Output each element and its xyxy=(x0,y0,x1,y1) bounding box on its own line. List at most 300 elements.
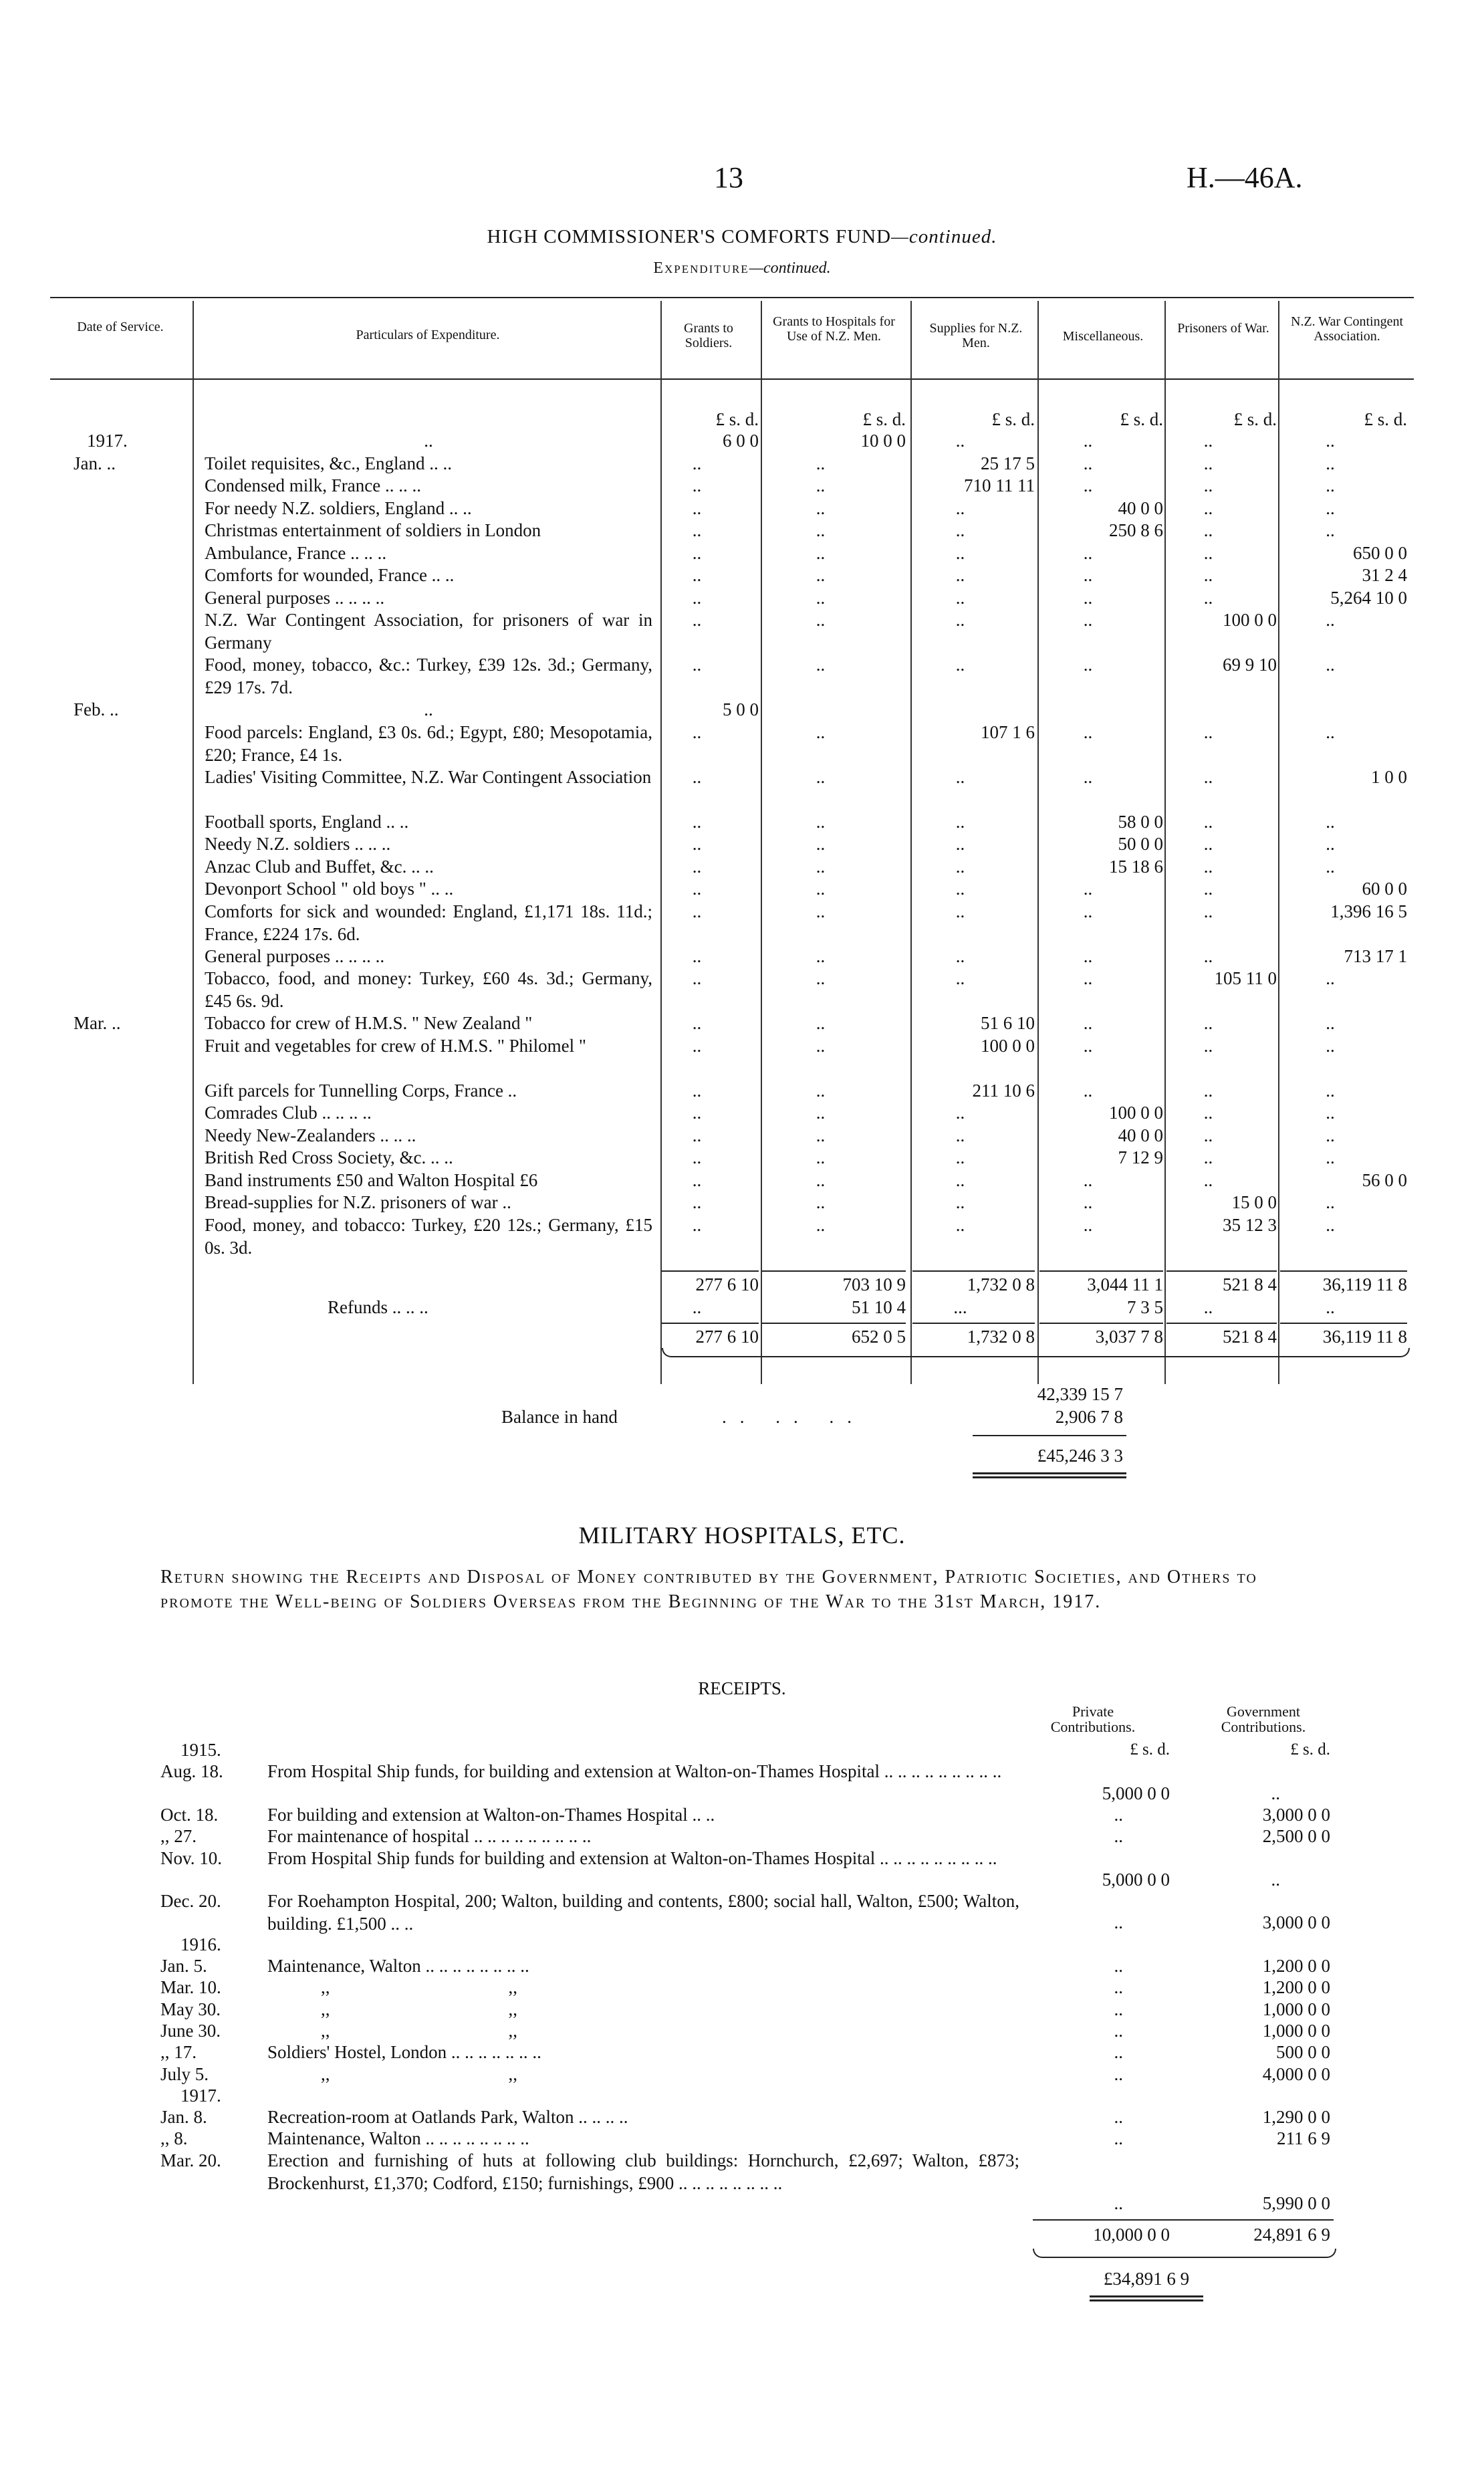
col-header-misc: Miscellaneous. xyxy=(1062,329,1144,344)
sum-bracket xyxy=(662,1348,1410,1357)
row-value: .. xyxy=(1326,1035,1335,1056)
row-value: .. xyxy=(692,565,702,585)
row-value: .. xyxy=(955,834,965,854)
row-value: 15 0 0 xyxy=(1231,1192,1277,1212)
row-value: 710 11 11 xyxy=(964,475,1035,495)
row-value: .. xyxy=(1326,834,1335,854)
total-value: 1,732 0 8 xyxy=(967,1274,1035,1294)
row-value: 7 12 9 xyxy=(1118,1147,1163,1167)
row-value: .. xyxy=(692,1125,702,1145)
private-amount: .. xyxy=(1114,2063,1123,2084)
col-header-private: Private Contributions. xyxy=(1050,1703,1136,1735)
row-particulars: Condensed milk, France .. .. .. xyxy=(205,475,421,495)
column-rule xyxy=(910,301,912,1384)
column-rule xyxy=(1037,301,1039,1384)
final-total: £45,246 3 3 xyxy=(1037,1446,1123,1466)
receipt-year: 1917. xyxy=(180,2085,221,2106)
government-amount: 2,500 0 0 xyxy=(1262,1826,1330,1847)
year-label: 1917. xyxy=(87,431,128,451)
row-particulars: Food, money, and tobacco: Turkey, £20 12s.; Germany, £15 0s. 3d. xyxy=(205,1214,652,1258)
receipt-date: May 30. xyxy=(160,1999,221,2019)
net-rule xyxy=(1166,1323,1277,1324)
row-value: .. xyxy=(1203,945,1213,966)
row-value: .. xyxy=(816,721,826,742)
row-value: 40 0 0 xyxy=(1118,1125,1163,1145)
row-value: .. xyxy=(816,879,826,899)
row-value: .. xyxy=(1326,968,1335,988)
receipt-date: Aug. 18. xyxy=(160,1761,223,1782)
row-value: .. xyxy=(692,721,702,742)
row-value: .. xyxy=(955,542,965,563)
private-amount: .. xyxy=(1114,1826,1123,1847)
row-value: .. xyxy=(816,475,826,495)
header-bottom-rule xyxy=(50,378,1414,380)
row-value: .. xyxy=(692,520,702,540)
row-particulars: Food, money, tobacco, &c.: Turkey, £39 12s. 3d.; Germany, £29 17s. 7d. xyxy=(205,655,652,697)
col-header-supplies: Supplies for N.Z. Men. xyxy=(929,321,1023,350)
row-value: .. xyxy=(1203,431,1213,451)
government-amount: 4,000 0 0 xyxy=(1262,2063,1330,2084)
row-value: .. xyxy=(955,431,965,451)
receipts-heading: RECEIPTS. xyxy=(698,1678,786,1698)
total-rule xyxy=(762,1270,906,1272)
row-value: .. xyxy=(1083,1035,1093,1056)
col-header-date: Date of Service. xyxy=(77,320,164,334)
row-value: .. xyxy=(816,1035,826,1056)
refund-value: 7 3 5 xyxy=(1127,1297,1163,1317)
col-header-particulars: Particulars of Expenditure. xyxy=(356,328,500,342)
row-value: .. xyxy=(955,1147,965,1167)
lsd-header: £ s. d. xyxy=(1364,409,1407,429)
lsd-header-private: £ s. d. xyxy=(1130,1740,1170,1759)
row-value: 58 0 0 xyxy=(1118,811,1163,832)
col-header-grants-soldiers: Grants to Soldiers. xyxy=(684,321,733,350)
double-rule xyxy=(1090,2299,1203,2301)
page-title xyxy=(0,226,1484,248)
total-rule xyxy=(912,1270,1035,1272)
total-private: 10,000 0 0 xyxy=(1093,2224,1170,2245)
receipt-description: ,, ,, xyxy=(321,1977,517,1998)
total-rule xyxy=(1039,1270,1163,1272)
government-amount: 1,000 0 0 xyxy=(1262,2020,1330,2041)
row-value: .. xyxy=(1083,1169,1093,1190)
row-value: .. xyxy=(1203,520,1213,540)
private-amount: .. xyxy=(1114,1999,1123,2019)
row-value: .. xyxy=(955,587,965,608)
total-rule xyxy=(662,1270,759,1272)
receipt-description: ,, ,, xyxy=(321,2020,517,2041)
row-value: .. xyxy=(692,1080,702,1101)
receipts-total-rule xyxy=(1033,2219,1334,2221)
row-value: .. xyxy=(955,901,965,921)
row-value: .. xyxy=(955,811,965,832)
private-amount: 5,000 0 0 xyxy=(1102,1869,1170,1890)
row-value: .. xyxy=(692,1013,702,1033)
government-amount: 1,200 0 0 xyxy=(1262,1977,1330,1998)
government-amount: 1,000 0 0 xyxy=(1262,1999,1330,2019)
row-value: .. xyxy=(692,587,702,608)
row-value: .. xyxy=(1203,834,1213,854)
row-value: .. xyxy=(692,968,702,988)
net-rule xyxy=(662,1323,759,1324)
lsd-header: £ s. d. xyxy=(1120,409,1163,429)
row-value: .. xyxy=(1083,945,1093,966)
receipt-date: Jan. 8. xyxy=(160,2107,207,2128)
government-amount: .. xyxy=(1271,1783,1280,1803)
government-amount: 1,200 0 0 xyxy=(1262,1956,1330,1976)
row-value: 5 0 0 xyxy=(723,699,759,719)
row-value: .. xyxy=(692,766,702,787)
row-value: .. xyxy=(692,610,702,630)
row-value: 250 8 6 xyxy=(1109,520,1163,540)
row-particulars: .. xyxy=(424,431,433,451)
row-particulars: General purposes .. .. .. .. xyxy=(205,945,385,966)
private-amount: .. xyxy=(1114,1977,1123,1998)
total-value: 277 6 10 xyxy=(695,1274,759,1294)
row-value: .. xyxy=(1326,497,1335,518)
row-value: .. xyxy=(1083,431,1093,451)
row-value: .. xyxy=(692,901,702,921)
row-particulars: .. xyxy=(424,699,433,719)
row-value: .. xyxy=(816,587,826,608)
receipt-description: ,, ,, xyxy=(321,2063,517,2084)
private-amount: .. xyxy=(1114,1804,1123,1825)
row-value: .. xyxy=(955,1169,965,1190)
total-value: 521 8 4 xyxy=(1223,1274,1277,1294)
receipt-description: Soldiers' Hostel, London .. .. .. .. .. .. .. xyxy=(267,2042,541,2063)
total-value: 703 10 9 xyxy=(842,1274,906,1294)
row-value: .. xyxy=(1326,1013,1335,1033)
row-particulars: Band instruments £50 and Walton Hospital £6 xyxy=(205,1169,538,1190)
row-value: .. xyxy=(1203,1169,1213,1190)
double-rule xyxy=(973,1476,1126,1478)
row-value: .. xyxy=(1083,721,1093,742)
row-value: .. xyxy=(1203,811,1213,832)
receipt-date: Nov. 10. xyxy=(160,1847,222,1868)
row-value: .. xyxy=(1326,1214,1335,1235)
receipt-date: July 5. xyxy=(160,2063,209,2084)
receipt-date: Mar. 10. xyxy=(160,1977,221,1998)
row-value: 100 0 0 xyxy=(1223,610,1277,630)
row-value: .. xyxy=(955,856,965,877)
row-value: .. xyxy=(1326,1192,1335,1212)
total-rule xyxy=(1280,1270,1407,1272)
subtitle-main: Expenditure xyxy=(653,259,749,277)
receipt-year: 1916. xyxy=(180,1934,221,1954)
row-value: .. xyxy=(1326,475,1335,495)
row-value: .. xyxy=(1203,879,1213,899)
receipt-description: For building and extension at Walton-on-Thames Hospital .. .. xyxy=(267,1804,715,1825)
row-particulars: Devonport School " old boys " .. .. xyxy=(205,879,454,899)
receipt-date: ,, 8. xyxy=(160,2128,188,2149)
receipts-grand-total: £34,891 6 9 xyxy=(1103,2268,1190,2289)
government-amount: 5,990 0 0 xyxy=(1262,2193,1330,2214)
net-rule xyxy=(1280,1323,1407,1324)
row-value: .. xyxy=(955,968,965,988)
receipt-description: From Hospital Ship funds, for building and extension at Walton-on-Thames Hospital .. .. .. .. .. .. .. .. .. xyxy=(267,1761,1002,1782)
row-value: .. xyxy=(692,945,702,966)
row-particulars: Gift parcels for Tunnelling Corps, France .. xyxy=(205,1080,517,1101)
refund-value: .. xyxy=(1326,1297,1335,1317)
row-value: 51 6 10 xyxy=(981,1013,1035,1033)
row-value: .. xyxy=(955,1125,965,1145)
row-value: .. xyxy=(816,453,826,473)
row-value: .. xyxy=(1203,1013,1213,1033)
row-value: .. xyxy=(1083,610,1093,630)
row-value: .. xyxy=(816,1169,826,1190)
government-amount: 3,000 0 0 xyxy=(1262,1912,1330,1933)
row-particulars: Needy N.Z. soldiers .. .. .. xyxy=(205,834,391,854)
title-main: HIGH COMMISSIONER'S COMFORTS FUND xyxy=(487,226,892,247)
row-value: 650 0 0 xyxy=(1353,542,1407,563)
row-value: 40 0 0 xyxy=(1118,497,1163,518)
row-value: .. xyxy=(1203,856,1213,877)
row-particulars: Christmas entertainment of soldiers in London xyxy=(205,520,541,540)
receipt-description: For maintenance of hospital .. .. .. .. .. .. .. .. .. xyxy=(267,1826,592,1847)
net-value: 652 0 5 xyxy=(852,1327,906,1347)
row-value: .. xyxy=(816,766,826,787)
row-value: 1,396 16 5 xyxy=(1330,901,1407,921)
net-rule xyxy=(1039,1323,1163,1324)
column-rule xyxy=(1164,301,1166,1384)
receipt-date: Jan. 5. xyxy=(160,1956,207,1976)
row-value: .. xyxy=(1203,542,1213,563)
row-date: Mar. .. xyxy=(74,1013,121,1033)
receipt-date: ,, 17. xyxy=(160,2042,197,2063)
row-particulars: Toilet requisites, &c., England .. .. xyxy=(205,453,453,473)
row-value: 211 10 6 xyxy=(972,1080,1035,1101)
row-value: .. xyxy=(955,945,965,966)
refund-value: ... xyxy=(953,1297,967,1317)
lsd-header: £ s. d. xyxy=(1233,409,1277,429)
double-rule xyxy=(973,1472,1126,1474)
refund-value: 51 10 4 xyxy=(852,1297,906,1317)
row-value: .. xyxy=(692,879,702,899)
row-value: .. xyxy=(816,1192,826,1212)
row-value: .. xyxy=(1083,1192,1093,1212)
net-value: 277 6 10 xyxy=(695,1327,759,1347)
row-value: .. xyxy=(1083,968,1093,988)
row-value: .. xyxy=(816,655,826,675)
row-value: .. xyxy=(1326,1147,1335,1167)
title-suffix: —continued. xyxy=(891,226,997,247)
col-header-contingent: N.Z. War Contingent Association. xyxy=(1291,314,1403,344)
row-particulars: Ambulance, France .. .. .. xyxy=(205,542,387,563)
col-header-prisoners: Prisoners of War. xyxy=(1177,321,1269,336)
row-particulars: N.Z. War Contingent Association, for prisoners of war in Germany xyxy=(205,610,652,653)
row-value: 6 0 0 xyxy=(723,431,759,451)
row-value: .. xyxy=(1083,655,1093,675)
final-rule xyxy=(973,1435,1126,1436)
row-value: .. xyxy=(816,542,826,563)
row-value: .. xyxy=(816,520,826,540)
row-value: .. xyxy=(1326,1125,1335,1145)
row-value: 100 0 0 xyxy=(981,1035,1035,1056)
row-value: .. xyxy=(816,1013,826,1033)
row-value: 100 0 0 xyxy=(1109,1103,1163,1123)
row-value: .. xyxy=(816,497,826,518)
balance-value: 2,906 7 8 xyxy=(1055,1407,1123,1427)
row-particulars: British Red Cross Society, &c. .. .. xyxy=(205,1147,453,1167)
row-value: .. xyxy=(1203,1103,1213,1123)
row-particulars: Bread-supplies for N.Z. prisoners of war .. xyxy=(205,1192,511,1212)
row-value: .. xyxy=(692,856,702,877)
row-value: .. xyxy=(1203,1035,1213,1056)
private-amount: .. xyxy=(1114,2107,1123,2128)
government-amount: 500 0 0 xyxy=(1276,2042,1330,2063)
government-amount: 3,000 0 0 xyxy=(1262,1804,1330,1825)
total-value: 36,119 11 8 xyxy=(1322,1274,1407,1294)
row-value: .. xyxy=(816,945,826,966)
row-value: .. xyxy=(1203,565,1213,585)
row-value: 31 2 4 xyxy=(1362,565,1407,585)
row-value: .. xyxy=(816,565,826,585)
row-value: .. xyxy=(692,542,702,563)
row-value: .. xyxy=(1083,1013,1093,1033)
row-value: .. xyxy=(816,968,826,988)
row-value: .. xyxy=(816,1103,826,1123)
row-value: 713 17 1 xyxy=(1344,945,1407,966)
row-value: 5,264 10 0 xyxy=(1330,587,1407,608)
lsd-header: £ s. d. xyxy=(862,409,906,429)
net-value: 3,037 7 8 xyxy=(1095,1327,1163,1347)
row-value: .. xyxy=(1083,901,1093,921)
column-rule xyxy=(1278,301,1279,1384)
row-particulars: Tobacco for crew of H.M.S. " New Zealand " xyxy=(205,1013,533,1033)
row-value: .. xyxy=(1326,610,1335,630)
row-value: .. xyxy=(1083,1214,1093,1235)
lsd-header-government: £ s. d. xyxy=(1290,1740,1330,1759)
private-amount: .. xyxy=(1114,2020,1123,2041)
row-value: .. xyxy=(955,610,965,630)
row-value: .. xyxy=(1203,1147,1213,1167)
refunds-label: Refunds .. .. .. xyxy=(328,1297,428,1317)
row-value: .. xyxy=(816,856,826,877)
row-particulars: Comforts for sick and wounded: England, £1,171 18s. 11d.; France, £224 17s. 6d. xyxy=(205,901,652,944)
row-particulars: Comforts for wounded, France .. .. xyxy=(205,565,455,585)
private-amount: .. xyxy=(1114,2128,1123,2149)
row-date: Jan. .. xyxy=(74,453,116,473)
page-subtitle xyxy=(0,259,1484,277)
row-value: .. xyxy=(1326,811,1335,832)
net-value: 1,732 0 8 xyxy=(967,1327,1035,1347)
row-value: .. xyxy=(692,475,702,495)
row-particulars: General purposes .. .. .. .. xyxy=(205,587,385,608)
page-number: 13 xyxy=(714,161,743,194)
receipt-date: Dec. 20. xyxy=(160,1891,221,1912)
row-value: 1 0 0 xyxy=(1371,766,1407,787)
row-value: .. xyxy=(955,655,965,675)
total-rule xyxy=(1166,1270,1277,1272)
row-value: .. xyxy=(1326,453,1335,473)
row-value: 50 0 0 xyxy=(1118,834,1163,854)
row-particulars: Comrades Club .. .. .. .. xyxy=(205,1103,372,1123)
row-value: .. xyxy=(816,834,826,854)
row-value: .. xyxy=(816,1125,826,1145)
row-particulars: Ladies' Visiting Committee, N.Z. War Contingent Association xyxy=(205,766,652,787)
row-value: .. xyxy=(692,453,702,473)
row-value: 60 0 0 xyxy=(1362,879,1407,899)
row-value: .. xyxy=(1203,453,1213,473)
row-value: .. xyxy=(1203,1125,1213,1145)
row-value: 10 0 0 xyxy=(860,431,906,451)
receipt-description: ,, ,, xyxy=(321,1999,517,2019)
row-value: 56 0 0 xyxy=(1362,1169,1407,1190)
row-value: .. xyxy=(816,901,826,921)
total-value: 3,044 11 1 xyxy=(1087,1274,1163,1294)
receipt-date: ,, 27. xyxy=(160,1826,197,1847)
refund-value: .. xyxy=(1203,1297,1213,1317)
row-value: .. xyxy=(692,811,702,832)
col-header-grants-hospitals: Grants to Hospitals for Use of N.Z. Men. xyxy=(773,314,895,344)
private-amount: .. xyxy=(1114,1912,1123,1933)
row-value: .. xyxy=(692,834,702,854)
row-value: .. xyxy=(692,1147,702,1167)
net-value: 36,119 11 8 xyxy=(1322,1327,1407,1347)
receipt-description: Recreation-room at Oatlands Park, Walton .. .. .. .. xyxy=(267,2107,628,2128)
row-value: .. xyxy=(1083,565,1093,585)
lsd-header: £ s. d. xyxy=(715,409,759,429)
receipt-date: Mar. 20. xyxy=(160,2150,221,2170)
row-value: .. xyxy=(955,1103,965,1123)
government-amount: 211 6 9 xyxy=(1277,2128,1330,2149)
row-value: .. xyxy=(1203,901,1213,921)
double-rule xyxy=(1090,2295,1203,2297)
row-value: .. xyxy=(1203,497,1213,518)
row-value: .. xyxy=(816,1147,826,1167)
column-rule xyxy=(193,301,194,1384)
row-value: 15 18 6 xyxy=(1109,856,1163,877)
row-value: .. xyxy=(955,1214,965,1235)
row-value: .. xyxy=(1083,453,1093,473)
subtitle-suffix: —continued. xyxy=(749,259,831,277)
receipt-description: From Hospital Ship funds for building and extension at Walton-on-Thames Hospital .. .. .. .. .. .. .. .. .. xyxy=(267,1847,997,1868)
row-value: 35 12 3 xyxy=(1223,1214,1277,1235)
grand-sum: 42,339 15 7 xyxy=(1037,1384,1123,1404)
row-value: .. xyxy=(692,1035,702,1056)
row-value: .. xyxy=(1326,1080,1335,1101)
row-value: .. xyxy=(692,1192,702,1212)
row-value: .. xyxy=(816,1214,826,1235)
row-value: .. xyxy=(955,1192,965,1212)
military-hospitals-heading: MILITARY HOSPITALS, ETC. xyxy=(578,1522,906,1549)
row-value: .. xyxy=(1203,1080,1213,1101)
row-particulars: Needy New-Zealanders .. .. .. xyxy=(205,1125,416,1145)
row-value: .. xyxy=(955,565,965,585)
military-intro: Return showing the Receipts and Disposal of Money contributed by the Government, Patriotic Societies, and Others to promote the Well-being of Soldiers Overseas from the Beginning of the War to the 31st March, 1917. xyxy=(160,1567,1257,1612)
receipt-description: For Roehampton Hospital, 200; Walton, building and contents, £800; social hall, Walton, £500; Walton, building. £1,500 .. .. xyxy=(267,1891,1019,1934)
row-value: .. xyxy=(1326,655,1335,675)
receipt-description: Erection and furnishing of huts at following club buildings: Hornchurch, £2,697; Walton, £873; Brockenhurst, £1,370; Codford, £150; furnishings, £900 .. .. .. .. .. .. .. .. xyxy=(267,2150,1019,2193)
receipt-date: Oct. 18. xyxy=(160,1804,219,1825)
row-value: .. xyxy=(955,520,965,540)
row-particulars: Football sports, England .. .. xyxy=(205,811,409,832)
total-government: 24,891 6 9 xyxy=(1253,2224,1330,2245)
row-value: .. xyxy=(1083,766,1093,787)
table-top-rule xyxy=(50,297,1414,298)
row-value: 105 11 0 xyxy=(1214,968,1277,988)
private-amount: .. xyxy=(1114,2193,1123,2214)
balance-dots: .. .. .. xyxy=(722,1407,865,1427)
row-value: .. xyxy=(692,655,702,675)
government-amount: .. xyxy=(1271,1869,1280,1890)
lsd-header: £ s. d. xyxy=(991,409,1035,429)
row-value: .. xyxy=(955,497,965,518)
row-value: .. xyxy=(955,879,965,899)
row-value: 25 17 5 xyxy=(981,453,1035,473)
private-amount: .. xyxy=(1114,1956,1123,1976)
row-particulars: For needy N.Z. soldiers, England .. .. xyxy=(205,497,472,518)
